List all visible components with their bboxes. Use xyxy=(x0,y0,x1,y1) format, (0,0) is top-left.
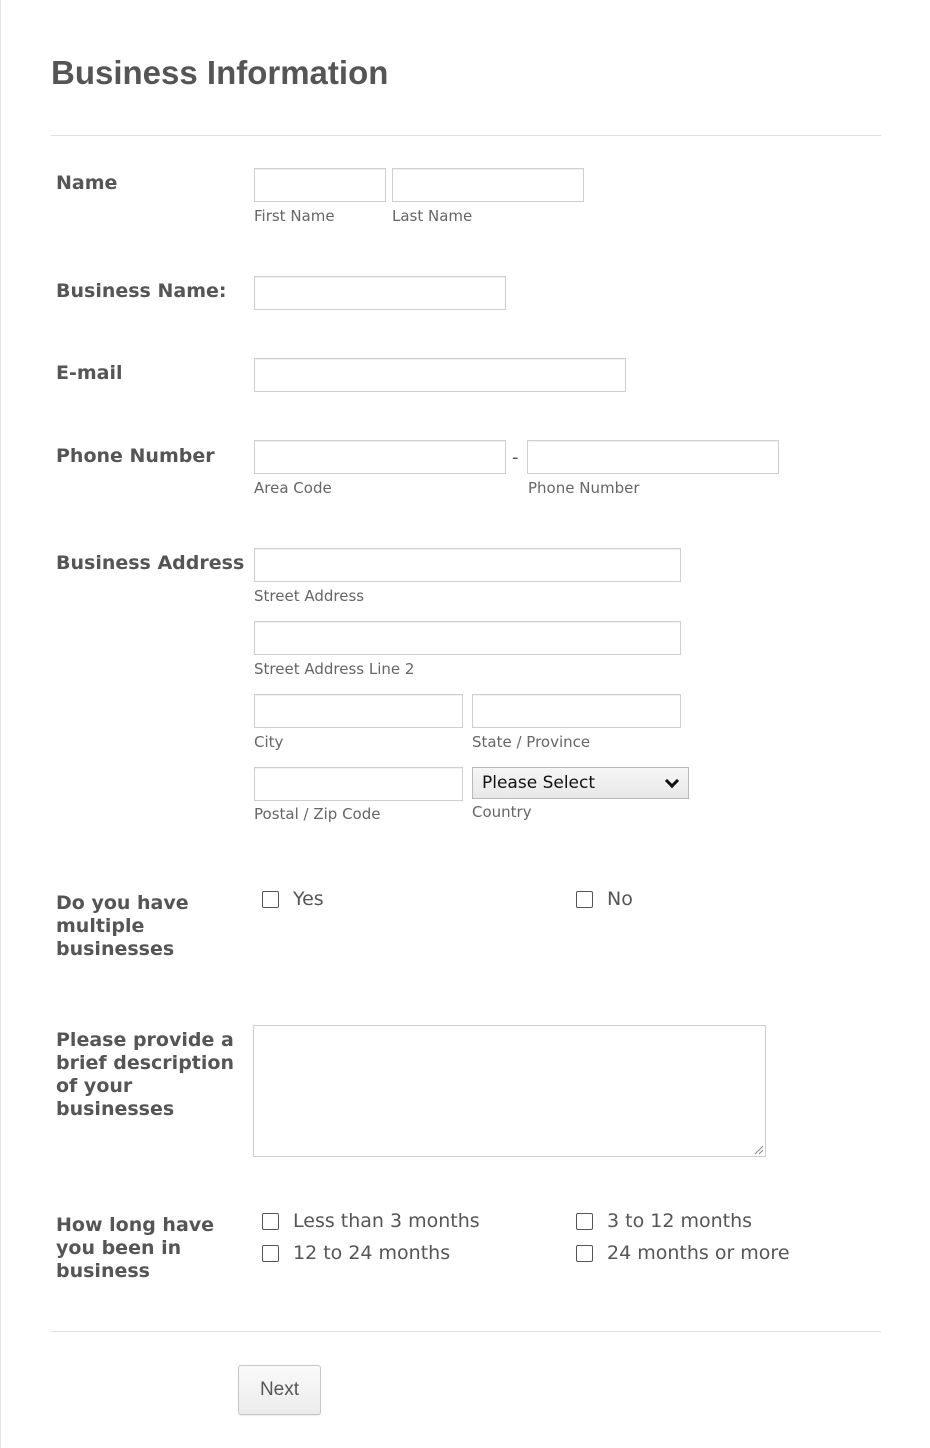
country-select[interactable] xyxy=(472,767,689,799)
option-label: 12 to 24 months xyxy=(293,1242,451,1264)
page-title: Business Information xyxy=(51,54,389,91)
phone-separator: - xyxy=(512,447,519,468)
footer-divider xyxy=(51,1331,881,1332)
area-code-input[interactable] xyxy=(254,440,506,474)
first-name-input[interactable] xyxy=(254,168,386,202)
name-label: Name xyxy=(56,172,118,194)
postal-code-sublabel: Postal / Zip Code xyxy=(254,805,381,823)
description-label: Please provide a brief description of your businesses xyxy=(56,1029,234,1120)
last-name-sublabel: Last Name xyxy=(392,207,473,225)
chevron-down-icon xyxy=(665,773,679,787)
checkbox[interactable] xyxy=(262,1245,279,1262)
email-label: E-mail xyxy=(56,362,123,384)
city-input[interactable] xyxy=(254,694,463,728)
phone-label: Phone Number xyxy=(56,445,215,467)
city-sublabel: City xyxy=(254,733,284,751)
option-label: 3 to 12 months xyxy=(607,1210,753,1232)
checkbox[interactable] xyxy=(576,891,593,908)
state-input[interactable] xyxy=(472,694,681,728)
street-address-sublabel: Street Address xyxy=(254,587,365,605)
option-label: No xyxy=(607,888,633,910)
option-label: 24 months or more xyxy=(607,1242,790,1264)
option-label: Yes xyxy=(293,888,324,910)
option-yes[interactable] xyxy=(262,888,324,910)
next-button[interactable]: Next xyxy=(238,1365,321,1415)
country-selected-value: Please Select xyxy=(482,773,596,793)
option-12-to-24-months[interactable] xyxy=(262,1242,450,1264)
street-address-line2-input[interactable] xyxy=(254,621,681,655)
option-no[interactable] xyxy=(576,888,633,910)
option-label: Less than 3 months xyxy=(293,1210,480,1232)
checkbox[interactable] xyxy=(262,1213,279,1230)
option-less-than-3-months[interactable] xyxy=(262,1210,480,1232)
street-address-line2-sublabel: Street Address Line 2 xyxy=(254,660,415,678)
country-sublabel: Country xyxy=(472,803,532,821)
checkbox[interactable] xyxy=(262,891,279,908)
street-address-input[interactable] xyxy=(254,548,681,582)
phone-number-input[interactable] xyxy=(527,440,779,474)
email-input[interactable] xyxy=(254,358,626,392)
address-label: Business Address xyxy=(56,552,245,574)
option-3-to-12-months[interactable] xyxy=(576,1210,752,1232)
description-textarea[interactable] xyxy=(253,1025,766,1157)
header-divider xyxy=(51,135,881,136)
last-name-input[interactable] xyxy=(392,168,584,202)
business-name-input[interactable] xyxy=(254,276,506,310)
business-name-label: Business Name: xyxy=(56,280,227,302)
business-duration-label: How long have you been in business xyxy=(56,1214,215,1282)
area-code-sublabel: Area Code xyxy=(254,479,332,497)
checkbox[interactable] xyxy=(576,1245,593,1262)
multiple-businesses-label: Do you have multiple businesses xyxy=(56,892,189,960)
state-sublabel: State / Province xyxy=(472,733,591,751)
first-name-sublabel: First Name xyxy=(254,207,335,225)
resize-grip-icon[interactable] xyxy=(754,1145,764,1155)
postal-code-input[interactable] xyxy=(254,767,463,801)
option-24-months-or-more[interactable] xyxy=(576,1242,790,1264)
checkbox[interactable] xyxy=(576,1213,593,1230)
phone-number-sublabel: Phone Number xyxy=(528,479,640,497)
